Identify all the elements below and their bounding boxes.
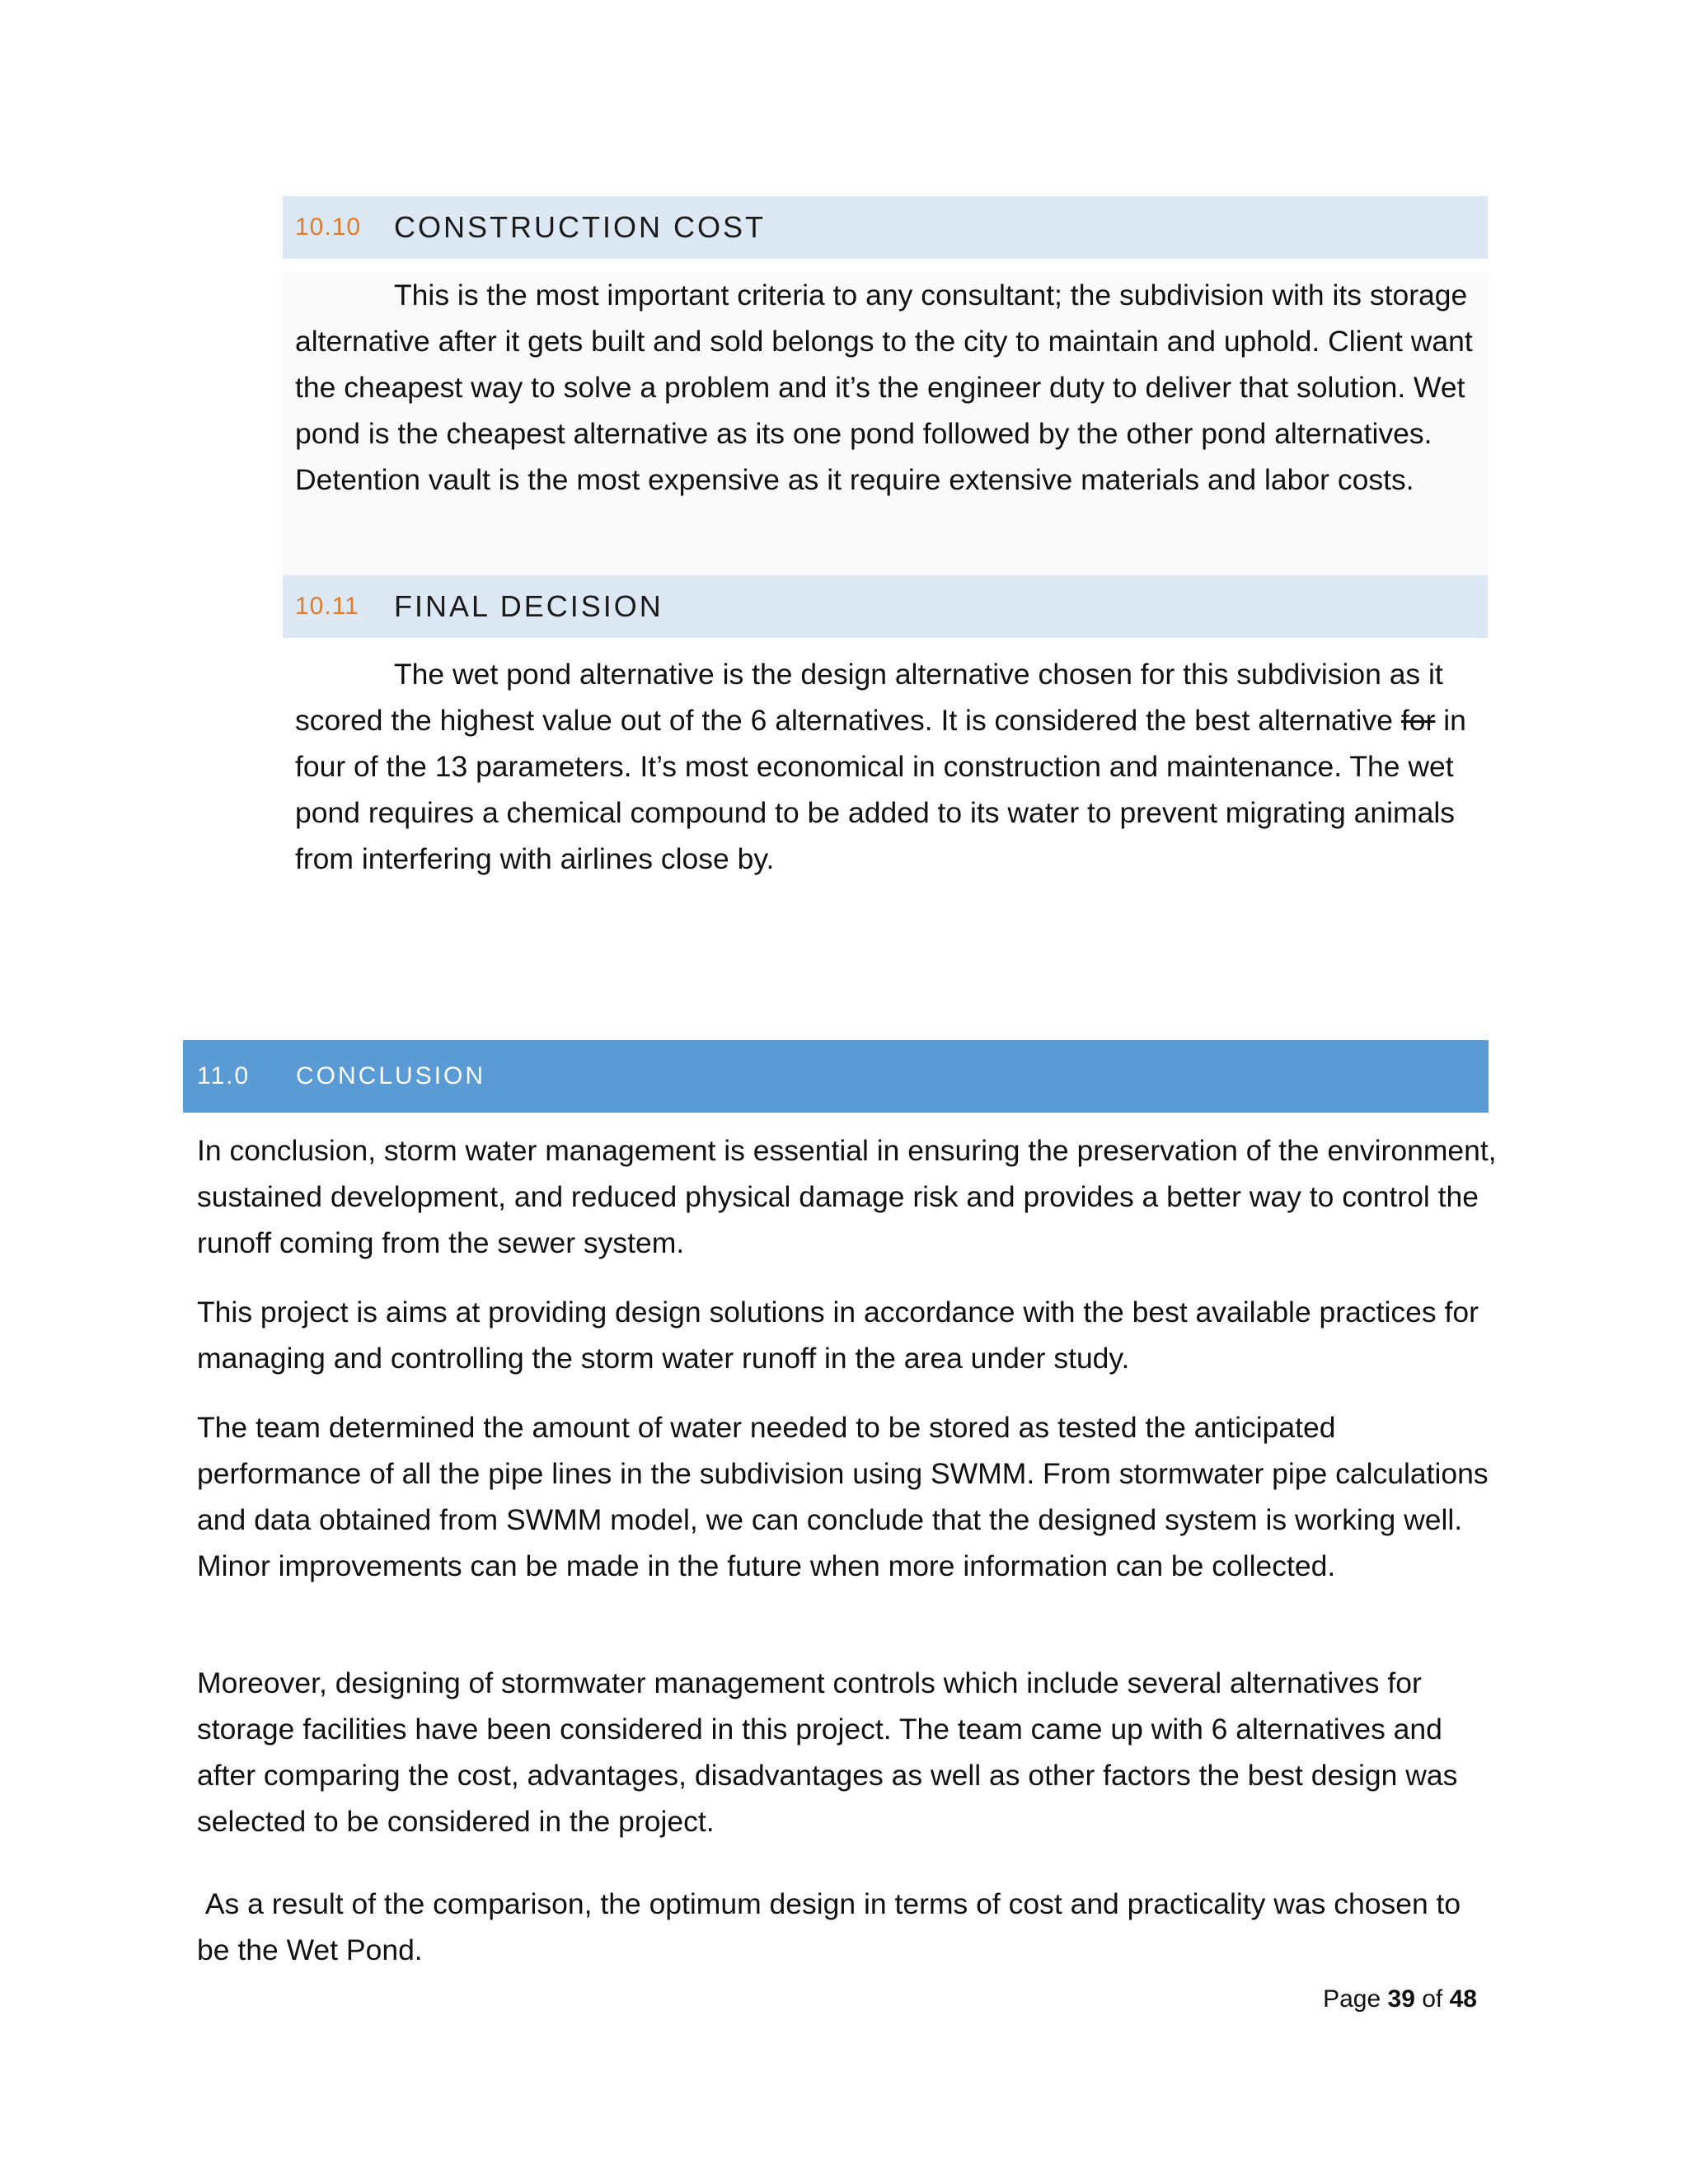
struck-word: for: [1400, 704, 1436, 737]
total-pages: 48: [1449, 1985, 1477, 2013]
of-label: of: [1422, 1985, 1443, 2013]
page-label: Page: [1323, 1985, 1381, 2013]
section-number: 10.10: [295, 213, 362, 241]
conclusion-paragraph-2: This project is aims at providing design solutions in accordance with the best available practices for managing and controlling the storm water runoff in the area under study.: [197, 1296, 1479, 1375]
conclusion-paragraph-1: In conclusion, storm water management is essential in ensuring the preservation of the environment, sustained development, and reduced physical damage risk and provides a better way to control the runoff coming from the sewer system.: [197, 1134, 1497, 1259]
page-footer: [1323, 1985, 1477, 2013]
section-number: 10.11: [295, 593, 359, 620]
conclusion-paragraph-3: The team determined the amount of water needed to be stored as tested the anticipated performance of all the pipe lines in the subdivision using SWMM. From stormwater pipe calculations and data obtained from SWMM model, we can conclude that the designed system is working well. Minor improvements can be made in the future when more information can be collected.: [197, 1411, 1489, 1582]
conclusion-paragraph-5: As a result of the comparison, the optimum design in terms of cost and practicality was chosen to be the Wet Pond.: [197, 1887, 1470, 1966]
construction-cost-paragraph: [283, 272, 1489, 577]
section-title: CONCLUSION: [296, 1062, 486, 1090]
section-heading-final-decision: [283, 575, 1488, 638]
section-heading-construction-cost: [283, 196, 1488, 259]
section-title: CONSTRUCTION COST: [394, 210, 766, 244]
final-decision-text-after: in four of the 13 parameters. It’s most economical in construction and maintenance. The wet pond requires a chemical compound to be added to its water to prevent migrating animals from interfering with airlines close by.: [295, 704, 1466, 875]
final-decision-text-before: The wet pond alternative is the design alternative chosen for this subdivision as it scored the highest value out of the 6 alternatives. It is considered the best alternative: [295, 658, 1443, 737]
section-number: 11.0: [197, 1062, 251, 1090]
section-title: FINAL DECISION: [394, 589, 663, 623]
final-decision-paragraph: [283, 651, 1489, 882]
page-number: 39: [1387, 1985, 1415, 2013]
construction-cost-text: This is the most important criteria to any consultant; the subdivision with its storage alternative after it gets built and sold belongs to the city to maintain and uphold. Client want the cheapest way to solve a problem and it’s the engineer duty to deliver that solution. Wet pond is the cheapest alternative as its one pond followed by the other pond alternatives. Detention vault is the most expensive as it require extensive materials and labor costs.: [295, 279, 1473, 496]
conclusion-paragraph-4: Moreover, designing of stormwater management controls which include several alternatives for storage facilities have been considered in this project. The team came up with 6 alternatives and after comparing the cost, advantages, disadvantages as well as other factors the best design was selected to be considered in the project.: [197, 1666, 1458, 1838]
section-heading-conclusion: [183, 1040, 1489, 1113]
